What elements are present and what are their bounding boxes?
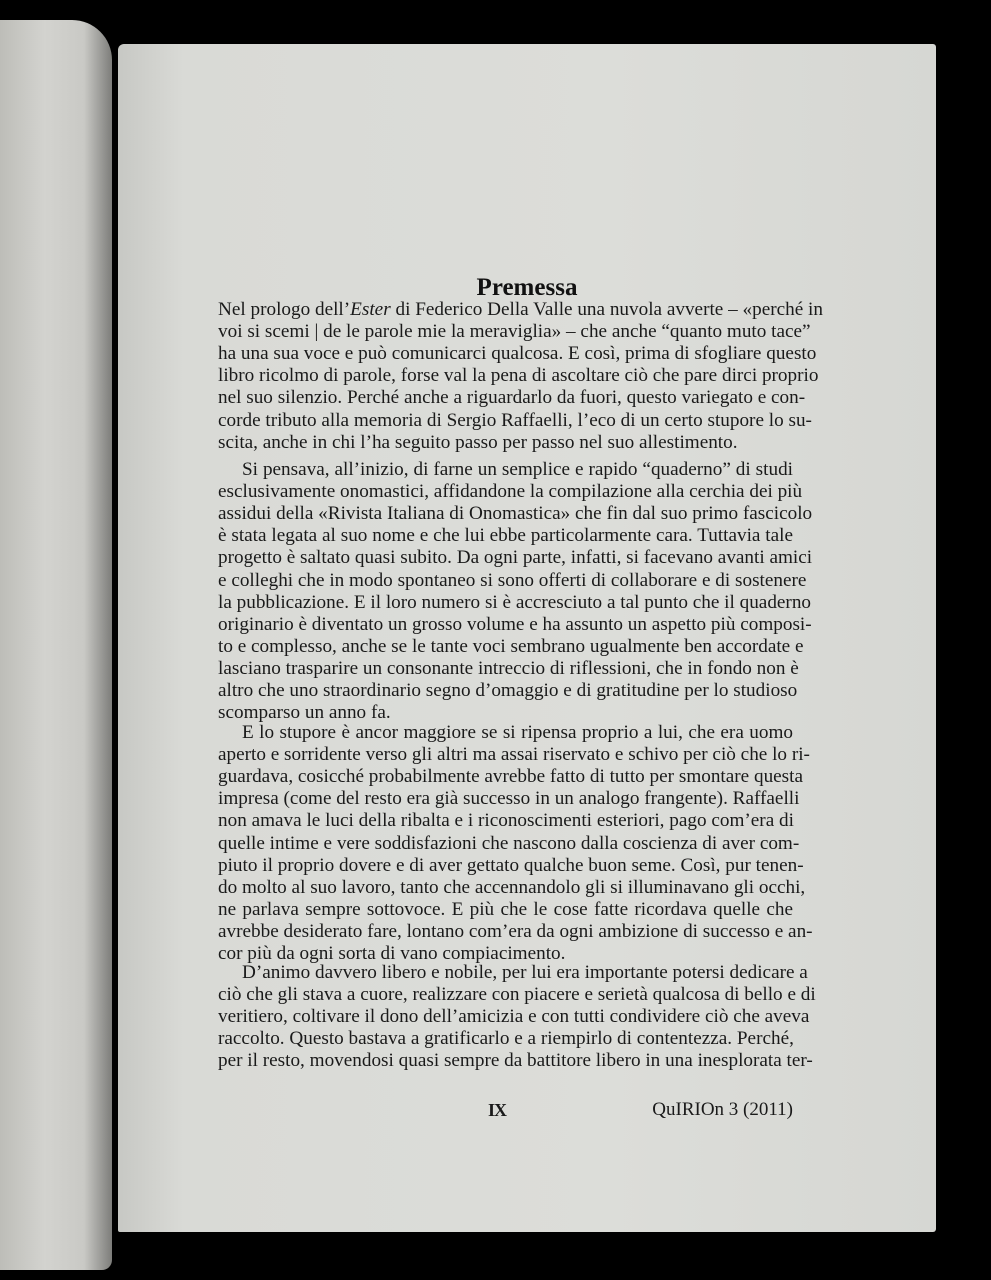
text-line: ne parlava sempre sottovoce. E più che le cose fatte ricordava quelle che [218, 898, 793, 920]
text-line: veritiero, coltivare il dono dell’amicizia e con tutti condividere ciò che aveva [218, 1006, 810, 1028]
text-line: nel suo silenzio. Perché anche a riguardarlo da fuori, questo variegato e con- [218, 387, 806, 409]
text-line: raccolto. Questo bastava a gratificarlo e a riempirlo di contentezza. Perché, [218, 1028, 794, 1050]
page-number: IX [488, 1100, 507, 1120]
text-line: voi si scemi | de le parole mie la meraviglia» – che anche “quanto muto tace” [218, 321, 811, 343]
text-line: ha una sua voce e può comunicarci qualcosa. E così, prima di sfogliare questo [218, 343, 817, 365]
text-line: quelle intime e vere soddisfazioni che nascono dalla coscienza di aver com- [218, 832, 800, 854]
italic-title: Ester [350, 299, 391, 320]
text-line [218, 299, 823, 321]
text-line: ciò che gli stava a cuore, realizzare con piacere e serietà qualcosa di bello e di [218, 984, 816, 1006]
text-line: è stata legata al suo nome e che lui ebbe particolarmente cara. Tuttavia tale [218, 525, 793, 547]
text-line: D’animo davvero libero e nobile, per lui era importante potersi dedicare a [242, 962, 808, 983]
text-line: non amava le luci della ribalta e i riconoscimenti esteriori, pago com’era di [218, 810, 794, 832]
text-line: Si pensava, all’inizio, di farne un semplice e rapido “quaderno” di studi [242, 459, 793, 480]
text-line: progetto è saltato quasi subito. Da ogni parte, infatti, si facevano avanti amici [218, 547, 813, 569]
text-line: scita, anche in chi l’ha seguito passo per passo nel suo allestimento. [218, 431, 738, 453]
text-line: aperto e sorridente verso gli altri ma assai riservato e schivo per ciò che lo ri- [218, 744, 810, 766]
text-line: guardava, cosicché probabilmente avrebbe fatto di tutto per smontare questa [218, 766, 803, 788]
text-line: lasciano trasparire un consonante intreccio di riflessioni, che in fondo non è [218, 657, 799, 679]
text-line: E lo stupore è ancor maggiore se si ripensa proprio a lui, che era uomo [242, 722, 793, 743]
text-fragment: Nel prologo dell’ [218, 299, 351, 320]
text-line: libro ricolmo di parole, forse val la pena di ascoltare ciò che pare dirci proprio [218, 365, 819, 387]
text-line: do molto al suo lavoro, tanto che accennandolo gli si illuminavano gli occhi, [218, 876, 806, 898]
journal-name: QuIRIOn 3 (2011) [652, 1099, 793, 1120]
text-line: to e complesso, anche se le tante voci sembrano ugualmente ben accordate e [218, 635, 804, 657]
facing-page-edge [0, 20, 112, 1270]
text-line: cor più da ogni sorta di vano compiacimento. [218, 943, 566, 964]
text-line: e colleghi che in modo spontaneo si sono offerti di collaborare e di sostenere [218, 569, 807, 591]
text-line: per il resto, movendosi quasi sempre da battitore libero in una inesplorata ter- [218, 1050, 813, 1072]
text-line: piuto il proprio dovere e di aver gettato qualche buon seme. Così, pur tenen- [218, 854, 804, 876]
text-line: altro che uno straordinario segno d’omaggio e di gratitudine per lo studioso [218, 680, 798, 701]
text-line: esclusivamente onomastici, affidandone la compilazione alla cerchia dei più [218, 481, 803, 503]
text-line: scomparso un anno fa. [218, 702, 391, 724]
text-line: avrebbe desiderato fare, lontano com’era da ogni ambizione di successo e an- [218, 920, 813, 942]
text-line: la pubblicazione. E il loro numero si è accresciuto a tal punto che il quaderno [218, 591, 812, 613]
page-title: Premessa [476, 274, 578, 301]
text-line: originario è diventato un grosso volume e ha assunto un aspetto più composi- [218, 613, 812, 635]
text-line: corde tributo alla memoria di Sergio Raffaelli, l’eco di un certo stupore lo su- [218, 409, 812, 431]
text-line: impresa (come del resto era già successo in un analogo frangente). Raffaelli [218, 788, 800, 810]
text-line: assidui della «Rivista Italiana di Onomastica» che fin dal suo primo fascicolo [218, 503, 813, 525]
text-fragment: di Federico Della Valle una nuvola avverte – «perché in [390, 299, 823, 320]
